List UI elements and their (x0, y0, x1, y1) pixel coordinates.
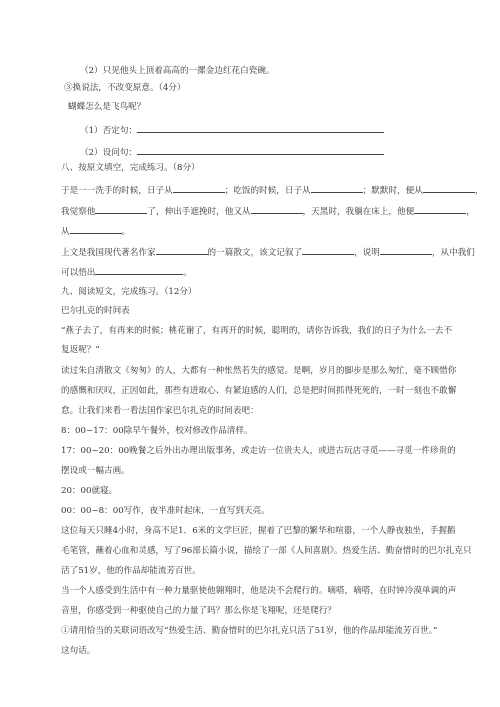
text-line-p11 (61, 526, 456, 537)
fill-in-blank[interactable] (95, 266, 183, 275)
text-line-p10 (61, 506, 270, 517)
text-line-q3-2 (80, 146, 384, 159)
text-line-q1 (61, 626, 437, 637)
text-line-p-title (61, 306, 130, 317)
fill-in-blank[interactable] (137, 124, 384, 133)
text-segment: 了，伸出手遮挽时，他又从 (147, 207, 251, 217)
text-segment: ，天黑时，我躺在床上，他便 (302, 207, 415, 217)
text-line-sec8-l5 (61, 266, 192, 279)
text-segment: 这句话。 (61, 646, 96, 656)
text-segment: （2）设问句： (80, 148, 138, 158)
text-line-p9 (61, 486, 117, 497)
text-line-p8 (61, 466, 130, 477)
text-line-p7 (61, 446, 456, 457)
text-segment: 九、阅读短文，完成练习。（12分） (61, 287, 197, 297)
text-segment: 的感慨和厌叹，正因如此，那些有进取心、有紧迫感的人们，总是把时间抓得死死的，一时一刻也不敢懈 (61, 386, 457, 396)
text-segment: ；默默时，便从 (362, 186, 423, 196)
fill-in-blank[interactable] (423, 184, 475, 193)
text-segment: ， (466, 207, 475, 217)
text-segment: 复返呢？” (61, 345, 100, 355)
text-segment: 我觉察他 (61, 207, 96, 217)
text-segment: 8：00~17：00除早午餐外，校对修改作品清样。 (61, 426, 253, 436)
text-line-q2-line (80, 66, 275, 77)
text-line-p12 (61, 546, 472, 557)
text-line-p15 (61, 606, 336, 617)
text-segment: ， (474, 186, 484, 196)
fill-in-blank[interactable] (95, 205, 147, 214)
fill-in-blank[interactable] (311, 184, 363, 193)
text-line-p5 (61, 406, 259, 417)
fill-in-blank[interactable] (302, 246, 354, 255)
text-line-sec8-l3 (61, 225, 130, 238)
text-segment: 怠。让我们来看一看法国作家巴尔扎克的时间表吧： (61, 406, 259, 416)
text-segment: 上文是我国现代著名作家 (61, 248, 156, 258)
text-segment: 摆设或一幅古画。 (61, 466, 130, 476)
text-line-p6 (61, 426, 253, 437)
text-segment: ，从中我们 (431, 248, 475, 258)
text-segment: 。 (121, 227, 131, 237)
text-segment: 17：00~20：00晚餐之后外出办理出版事务，或走访一位贵夫人，或进古玩店寻觅——寻觅一件珍贵的 (61, 446, 456, 456)
text-line-p2 (61, 345, 100, 356)
text-line-sec8-title (61, 163, 200, 174)
text-line-q3-1 (80, 124, 384, 137)
fill-in-blank[interactable] (137, 146, 384, 155)
fill-in-blank[interactable] (70, 225, 122, 234)
text-segment: 于是一一洗手的时候，日子从 (61, 186, 173, 196)
text-line-p13 (61, 566, 201, 577)
text-line-sec8-l2 (61, 205, 475, 218)
text-segment: 读过朱自清散文《匆匆》的人，大都有一种怅然若失的感觉。是啊，岁月的脚步是那么匆忙，毫不顾惜你 (61, 366, 457, 376)
text-segment: （1）否定句： (80, 126, 138, 136)
text-segment: ，说明 (354, 248, 380, 258)
text-line-p14 (61, 586, 456, 597)
text-line-sec8-l1 (61, 184, 483, 197)
text-segment: 00：00~8：00写作，夜半准时起床，一直写到天亮。 (61, 506, 270, 516)
text-segment: 蝴蝶怎么是飞鸟呢？ (68, 102, 146, 112)
fill-in-blank[interactable] (251, 205, 303, 214)
text-segment: 音里，你感受到一种驱使自己的力量了吗？那么你是飞翔呢，还是爬行？ (61, 606, 337, 616)
fill-in-blank[interactable] (414, 205, 466, 214)
text-line-p3 (61, 366, 456, 377)
fill-in-blank[interactable] (173, 184, 225, 193)
text-segment: 从 (61, 227, 70, 237)
text-segment: ③换说法，不改变原意。（4分） (64, 83, 186, 93)
text-line-q1b (61, 646, 95, 657)
text-segment: （2）只见他头上顶着高高的一摞金边红花白瓷碗。 (80, 66, 275, 76)
text-segment: 可以悟出 (61, 268, 96, 278)
text-segment: 这位每天只睡4小时，身高不足1．6米的文学巨匠，握着了巴黎的繁华和喧嚣，一个人静夜独坐，手握鹅 (61, 526, 456, 536)
text-segment: “燕子去了，有再来的时候；桃花谢了，有再开的时候，聪明的，请你告诉我，我们的日子为什么一去不 (61, 326, 453, 336)
fill-in-blank[interactable] (380, 246, 432, 255)
text-segment: 的一篇散文，该文记叙了 (207, 248, 303, 258)
text-line-sec9-title (61, 287, 197, 298)
text-segment: ①请用恰当的关联词语改写“热爱生活、勤奋惜时的巴尔扎克只活了51岁，他的作品却能流芳百世。” (61, 626, 438, 636)
fill-in-blank[interactable] (156, 246, 208, 255)
text-segment: 20：00就寝。 (61, 486, 118, 496)
text-segment: 活了51岁，他的作品却能流芳百世。 (61, 566, 201, 576)
text-line-q3-sentence (68, 102, 145, 113)
text-segment: 当一个人感受到生活中有一种力量驱使他翱翔时，他是决不会爬行的。嘀嗒，嘀嗒，在时钟冷漠单调的声 (61, 586, 457, 596)
text-segment: 毛笔管，蘸着心血和灵感，写了96部长篇小说，描绘了一部《人间喜剧》。热爱生活、勤奋惜时的巴尔扎克只 (61, 546, 472, 556)
text-segment: 巴尔扎克的时间表 (61, 306, 130, 316)
text-line-q3-intro (64, 83, 185, 94)
text-segment: 八、按原文填空，完成练习。（8分） (61, 163, 200, 173)
text-line-p4 (61, 386, 456, 397)
text-segment: ；吃饭的时候，日子从 (224, 186, 311, 196)
text-line-p1 (61, 326, 452, 337)
text-segment: 。 (183, 268, 192, 278)
text-line-sec8-l4 (61, 246, 475, 259)
